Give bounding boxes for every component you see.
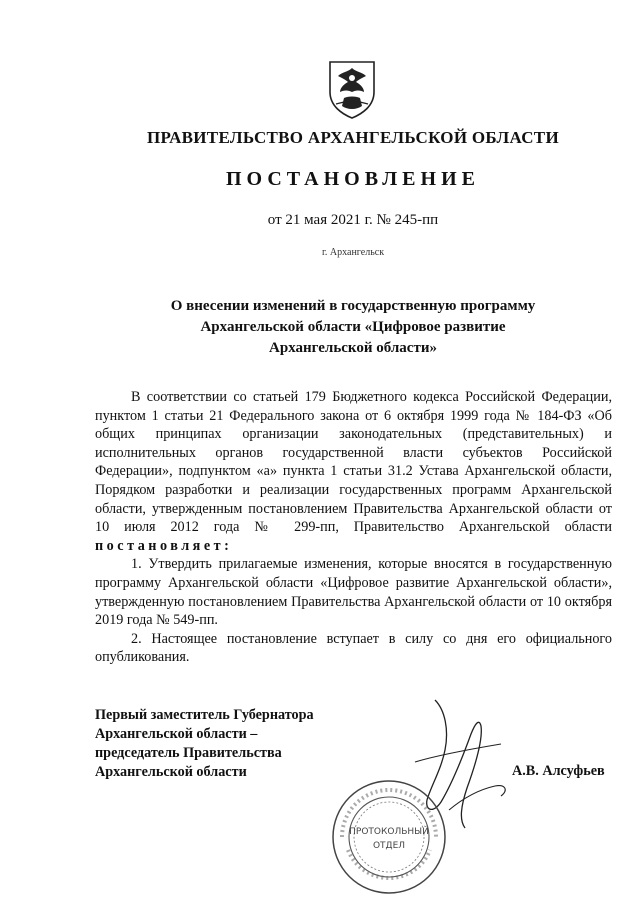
item-paragraph: 2. Настоящее постановление вступает в силу со дня его официального опубликования.	[95, 630, 612, 666]
resolves-colon: :	[224, 537, 229, 554]
signatory-title-line: председатель Правительства	[95, 745, 282, 761]
document-type: ПОСТАНОВЛЕНИЕ	[226, 168, 480, 190]
subject-line: Архангельской области»	[269, 340, 437, 356]
stamp-center-line: ОТДЕЛ	[372, 841, 406, 851]
signatory-title	[95, 706, 355, 782]
resolves-word: постановляет	[95, 537, 225, 554]
signatory-title-line: Архангельской области	[95, 764, 247, 780]
official-stamp	[330, 778, 448, 896]
document-date-number: от 21 мая 2021 г. № 245-пп	[267, 212, 439, 228]
preamble-paragraph	[95, 388, 612, 555]
document-subject	[130, 296, 576, 359]
item-paragraph: 1. Утвердить прилагаемые изменения, которые вносятся в государственную программу Архангельской области «Цифровое развитие Архангельской области», утвержденную постановлением Правительства Архангельской области от 10 октября 2019 года № 549-пп.	[95, 556, 612, 629]
signatory-title-line: Первый заместитель Губернатора	[95, 707, 314, 723]
document-body	[95, 388, 612, 667]
subject-line: Архангельской области «Цифровое развитие	[200, 319, 506, 335]
signatory-title-line: Архангельской области –	[95, 726, 258, 742]
stamp-center-line: ПРОТОКОЛЬНЫЙ	[349, 827, 429, 837]
coat-of-arms-emblem	[322, 58, 382, 120]
subject-line: О внесении изменений в государственную программу	[170, 298, 536, 314]
document-city: г. Архангельск	[321, 247, 385, 258]
preamble-text: В соответствии со статьей 179 Бюджетного кодекса Российской Федерации, пунктом 1 статьи 21 Федерального закона от 6 октября 1999 года № 184-ФЗ «Об общих принципах организации законодательных (представительных) и исполнительных органов государственной власти субъектов Российской Федерации», подпунктом «а» пункта 1 статьи 31.2 Устава Архангельской области, Порядком разработки и реализации государственных программ Архангельской области, утвержденным постановлением Правительства Архангельской области от 10 июля 2012 года № 299-пп, Правительство Архангельской области	[95, 389, 612, 536]
organization-title: ПРАВИТЕЛЬСТВО АРХАНГЕЛЬСКОЙ ОБЛАСТИ	[147, 128, 559, 147]
signatory-name: А.В. Алсуфьев	[512, 763, 605, 779]
